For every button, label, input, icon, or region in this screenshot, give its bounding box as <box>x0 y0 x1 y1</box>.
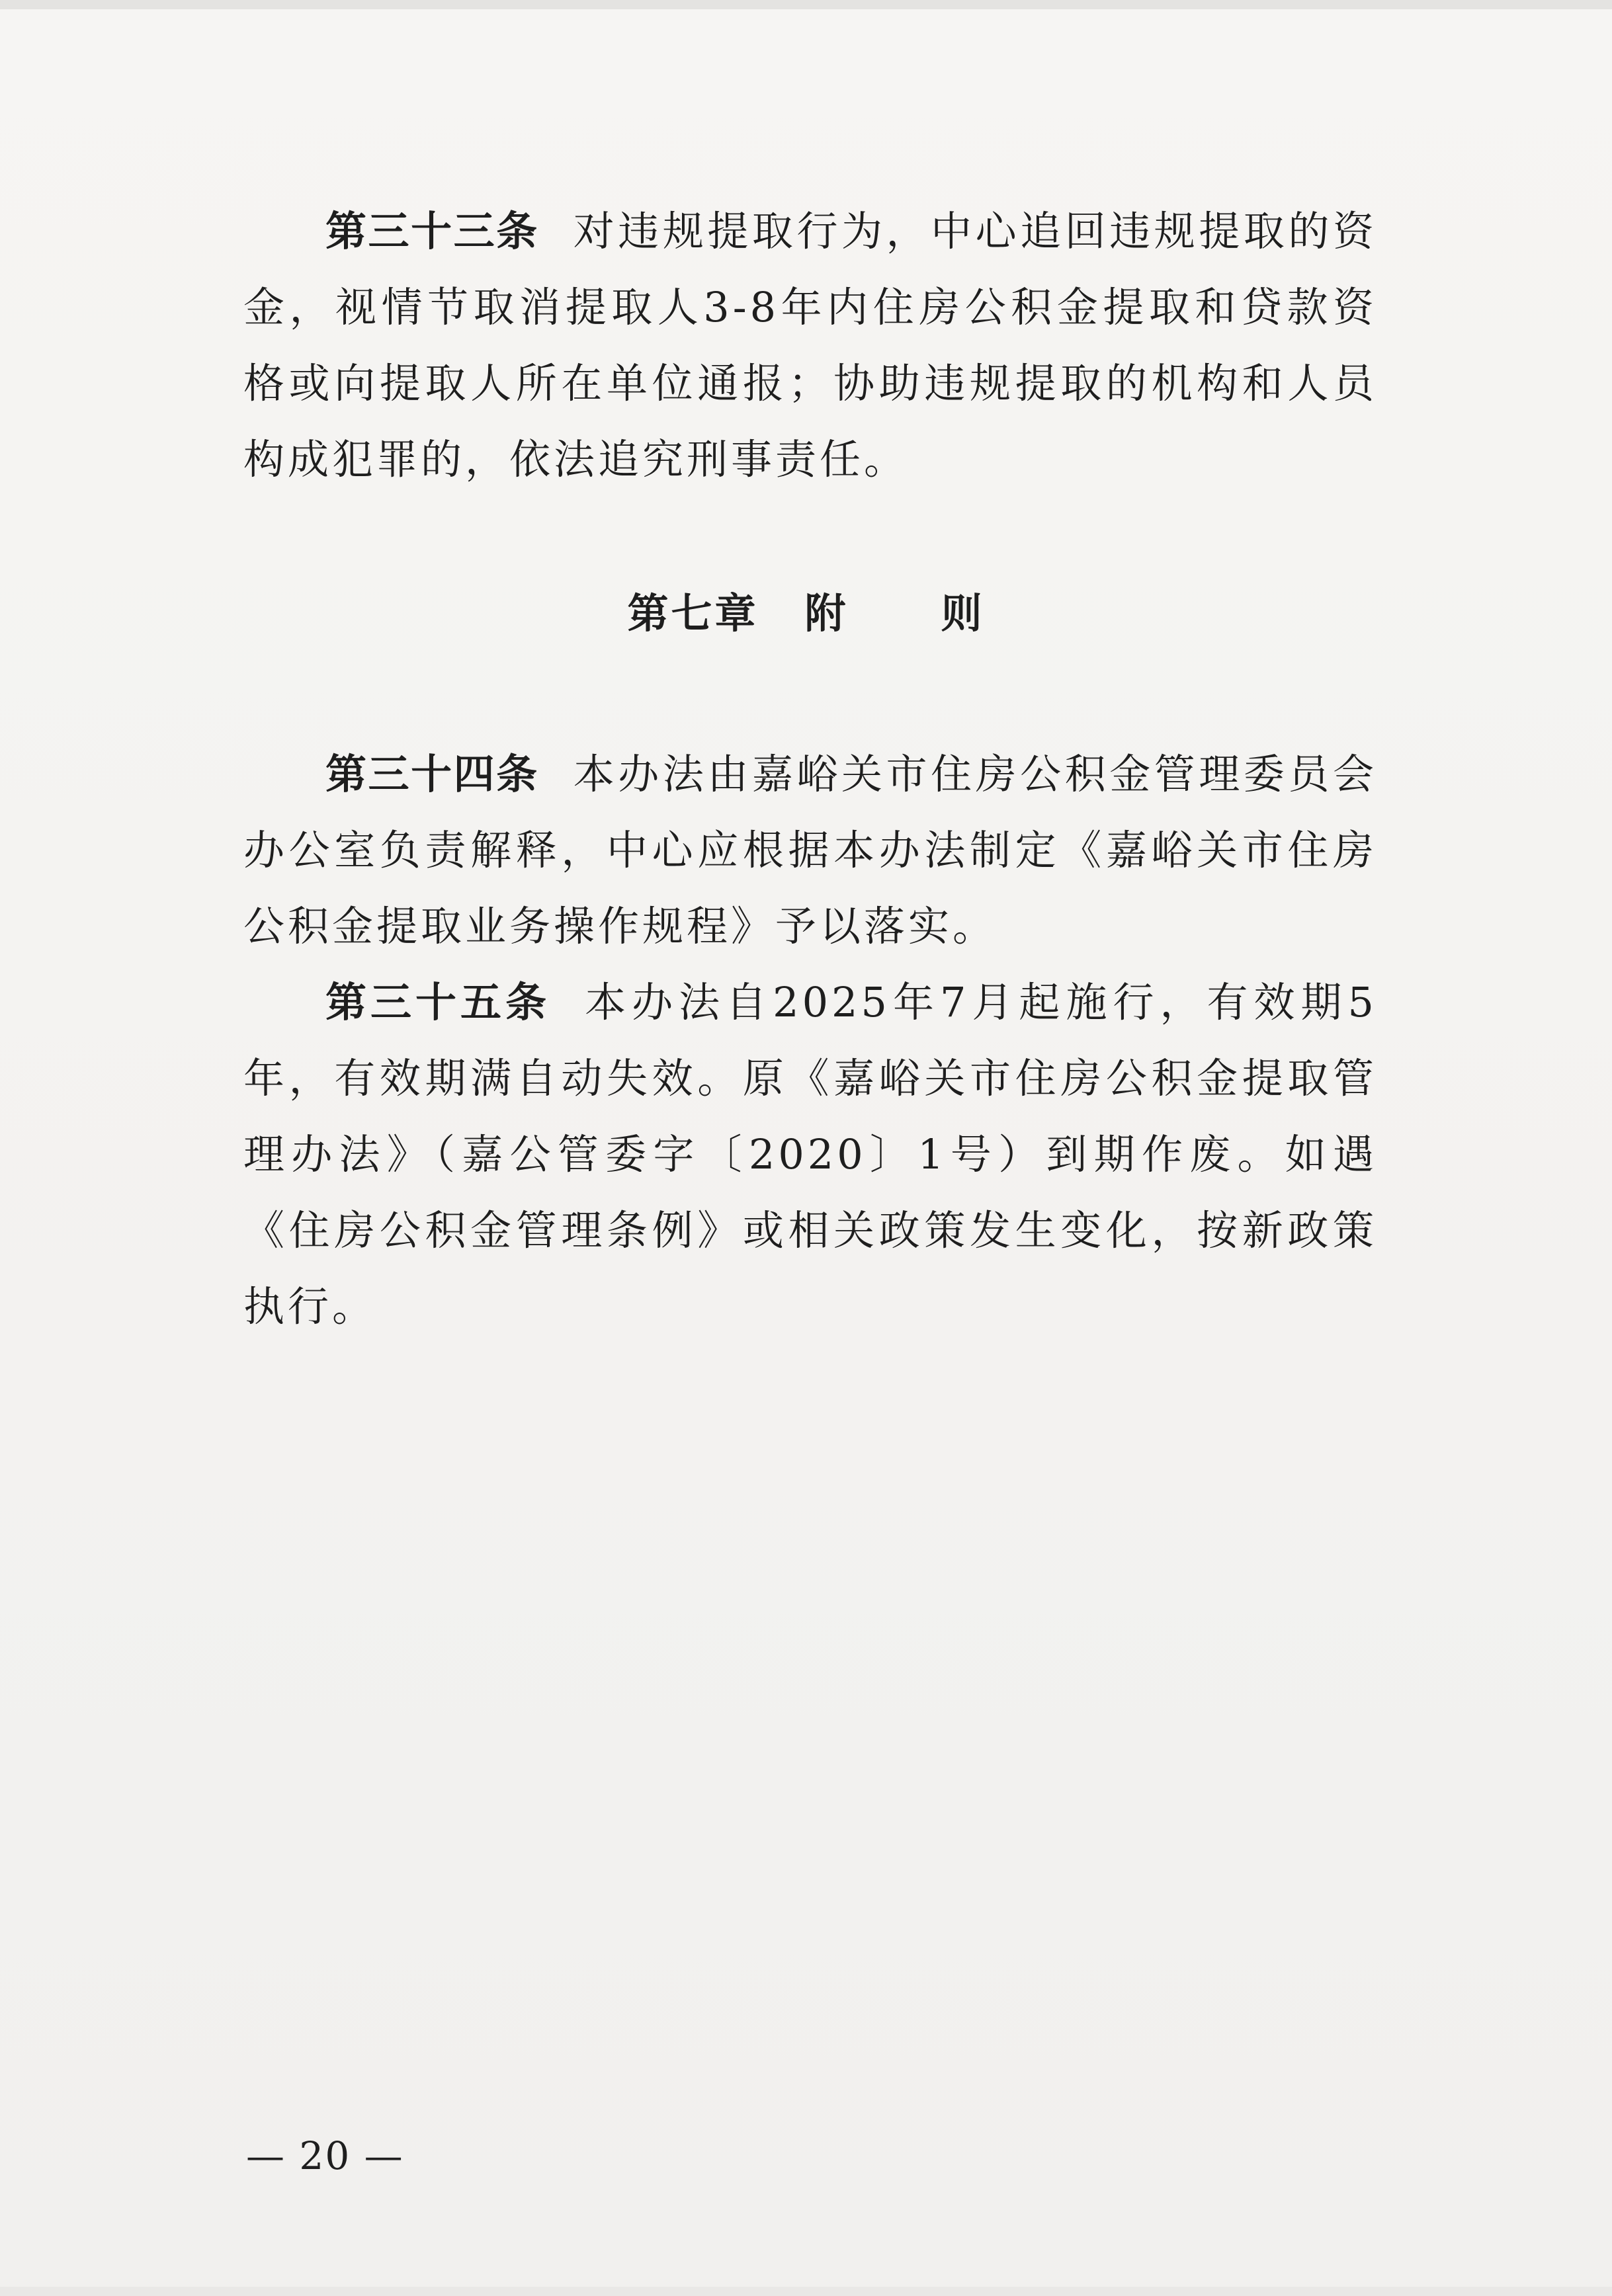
page-top-edge <box>0 0 1612 9</box>
article-34-text: 本办法由嘉峪关市住房公积金管理委员会办公室负责解释，中心应根据本办法制定《嘉峪关市住房公积金提取业务操作规程》予以落实。 <box>243 750 1377 950</box>
article-35-text: 本办法自2025年7月起施行，有效期5年，有效期满自动失效。原《嘉峪关市住房公积金提取管理办法》（嘉公管委字〔2020〕1号）到期作废。如遇《住房公积金管理条例》或相关政策发生变化，按新政策执行。 <box>243 978 1377 1331</box>
chapter-number: 第七章 <box>627 589 759 637</box>
page-number: — 20 — <box>246 2133 404 2178</box>
article-35-label: 第三十五条 <box>325 978 551 1026</box>
article-33-text: 对违规提取行为，中心追回违规提取的资金，视情节取消提取人3-8年内住房公积金提取和贷款资格或向提取人所在单位通报；协助违规提取的机构和人员构成犯罪的，依法追究刑事责任。 <box>243 207 1377 483</box>
article-33-paragraph <box>243 193 1377 497</box>
chapter-title-part1: 附 <box>804 589 849 637</box>
chapter-title-part2: 则 <box>941 589 985 637</box>
article-33-label: 第三十三条 <box>325 207 539 255</box>
article-34-paragraph <box>243 736 1377 964</box>
chapter-heading <box>0 584 1612 643</box>
article-34-label: 第三十四条 <box>325 750 539 798</box>
page-bottom-edge <box>0 2287 1612 2296</box>
article-35-paragraph <box>243 964 1377 1344</box>
